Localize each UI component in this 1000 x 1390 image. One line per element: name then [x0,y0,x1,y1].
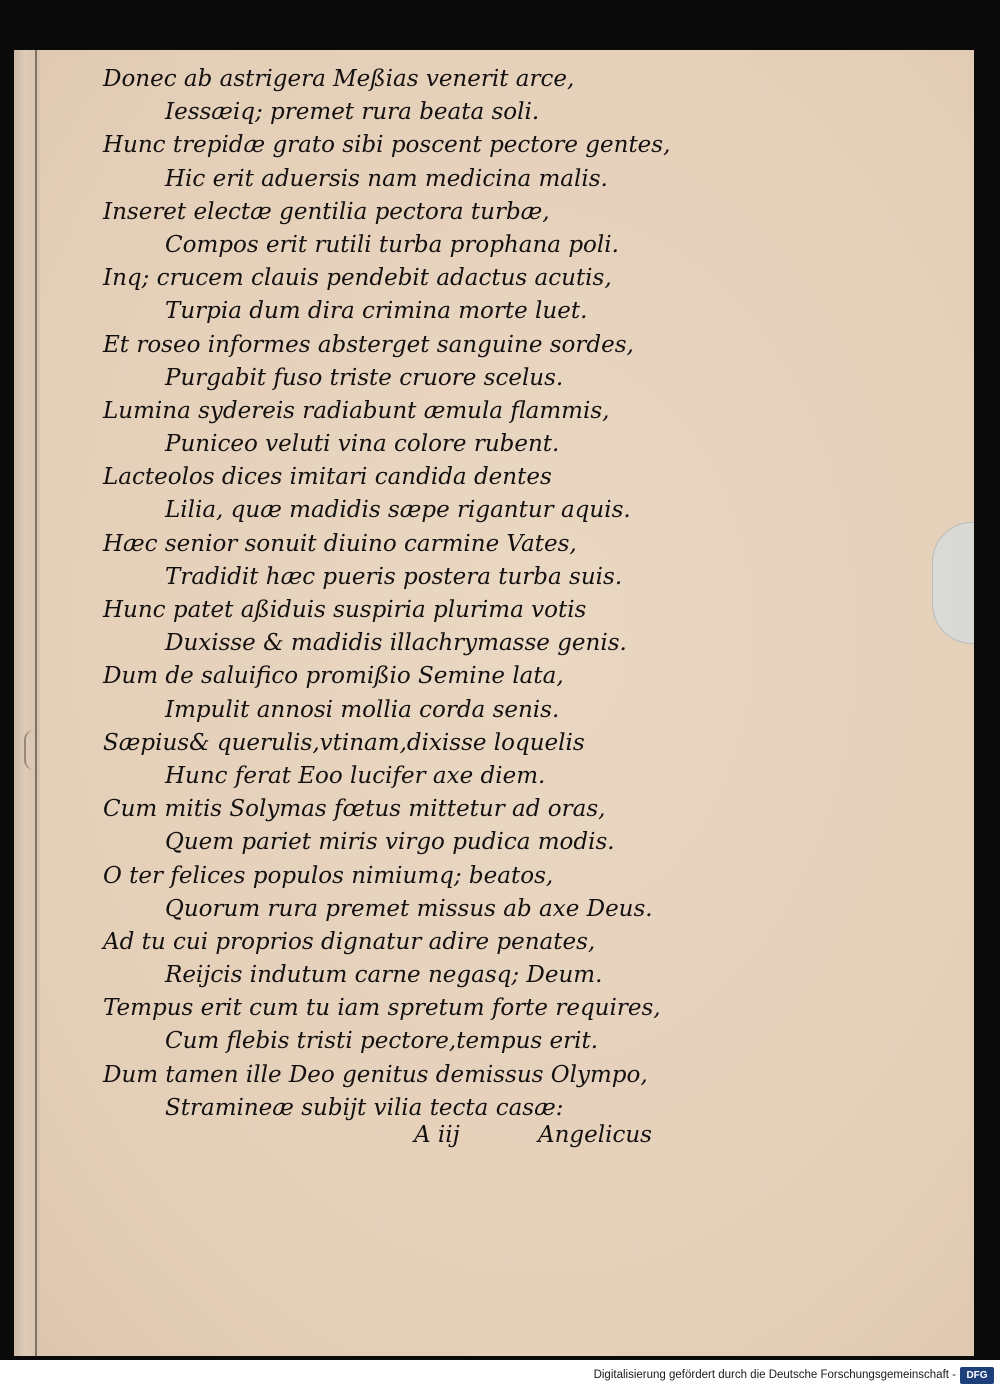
poem-line: Hic erit aduersis nam medicina malis. [165,165,608,192]
poem-line: Inq; crucem clauis pendebit adactus acutis, [103,265,612,292]
funding-credit: Digitalisierung gefördert durch die Deutsche Forschungsgemeinschaft - [593,1369,956,1381]
poem-line: O ter felices populos nimiumq; beatos, [103,862,554,889]
poem-line: Hæc senior sonuit diuino carmine Vates, [103,530,577,557]
poem-line: Dum tamen ille Deo genitus demissus Olympo, [103,1061,648,1088]
page-clip-tab [932,522,974,644]
poem-line: Reijcis indutum carne negasq; Deum. [165,962,603,989]
poem-line: Sæpius& querulis,vtinam,dixisse loquelis [103,729,585,756]
poem-line: Inseret electæ gentilia pectora turbæ, [103,198,550,225]
poem-line: Iessæiq; premet rura beata soli. [165,99,540,126]
poem-line: Impulit annosi mollia corda senis. [165,696,560,723]
poem-line: Purgabit fuso triste cruore scelus. [165,364,564,391]
poem-line: Et roseo informes absterget sanguine sordes, [103,331,634,358]
poem-line: Tradidit hæc pueris postera turba suis. [165,563,623,590]
signature-mark: A iij [414,1122,460,1148]
poem-line: Hunc patet aßiduis suspiria plurima votis [103,597,587,623]
poem-line: Hunc trepidæ grato sibi poscent pectore gentes, [103,132,671,159]
poem-line: Stramineæ subijt vilia tecta casæ: [165,1094,564,1121]
poem-line: Lilia, quæ madidis sæpe rigantur aquis. [165,497,631,524]
poem-line: Turpia dum dira crimina morte luet. [165,298,588,325]
poem-line: Cum flebis tristi pectore,tempus erit. [165,1028,599,1055]
page-footer-line [414,1122,674,1156]
poem-line: Tempus erit cum tu iam spretum forte requires, [103,995,661,1022]
poem-line: Quem pariet miris virgo pudica modis. [165,829,615,856]
binding-knot [24,730,44,770]
poem-line: Dum de saluifico promißio Semine lata, [103,663,564,690]
poem-line: Hunc ferat Eoo lucifer axe diem. [165,762,546,789]
poem-line: Donec ab astrigera Meßias venerit arce, [103,66,575,92]
digitization-footer [0,1362,1000,1390]
poem-line: Cum mitis Solymas fœtus mittetur ad oras, [103,796,606,823]
poem-line: Ad tu cui proprios dignatur adire penates, [103,928,596,955]
poem-line: Quorum rura premet missus ab axe Deus. [165,895,653,922]
poem-line: Lumina sydereis radiabunt æmula flammis, [103,397,610,424]
binding-thread [35,50,37,1356]
poem-line: Duxisse & madidis illachrymasse genis. [165,630,627,657]
poem-line: Puniceo veluti vina colore rubent. [165,431,560,458]
poem-line: Lacteolos dices imitari candida dentes [103,464,552,491]
catchword: Angelicus [538,1122,652,1148]
dfg-logo: DFG [960,1367,994,1384]
poem-line: Compos erit rutili turba prophana poli. [165,231,619,258]
poem-text [103,63,671,1125]
